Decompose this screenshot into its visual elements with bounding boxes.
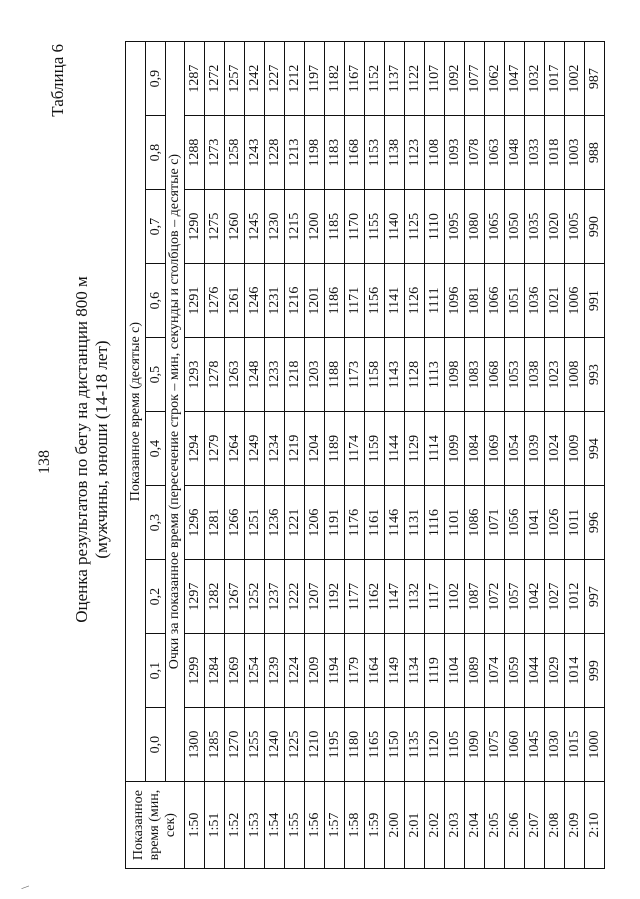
points-cell: 1041 xyxy=(525,486,545,560)
points-cell: 1206 xyxy=(305,486,325,560)
points-cell: 1189 xyxy=(325,412,345,486)
table-row xyxy=(385,42,405,869)
points-cell: 1059 xyxy=(505,634,525,708)
header-tenth-cell: 0,3 xyxy=(146,486,166,560)
points-cell: 1123 xyxy=(405,116,425,190)
points-cell: 1074 xyxy=(485,634,505,708)
points-cell: 1000 xyxy=(585,708,605,782)
points-cell: 1276 xyxy=(205,264,225,338)
points-cell: 1092 xyxy=(445,42,465,116)
points-cell: 1135 xyxy=(405,708,425,782)
points-cell: 1017 xyxy=(545,42,565,116)
row-time: 2:06 xyxy=(505,782,525,869)
points-cell: 1288 xyxy=(185,116,205,190)
points-cell: 1218 xyxy=(285,338,305,412)
points-cell: 1272 xyxy=(205,42,225,116)
points-cell: 1255 xyxy=(245,708,265,782)
points-cell: 1054 xyxy=(505,412,525,486)
points-cell: 1162 xyxy=(365,560,385,634)
points-cell: 1072 xyxy=(485,560,505,634)
points-cell: 1110 xyxy=(425,190,445,264)
points-cell: 1257 xyxy=(225,42,245,116)
points-cell: 1098 xyxy=(445,338,465,412)
points-cell: 1137 xyxy=(385,42,405,116)
table-row xyxy=(585,42,605,869)
points-cell: 1093 xyxy=(445,116,465,190)
points-cell: 1239 xyxy=(265,634,285,708)
points-cell: 1120 xyxy=(425,708,445,782)
table-row xyxy=(365,42,385,869)
row-time: 2:04 xyxy=(465,782,485,869)
points-cell: 1254 xyxy=(245,634,265,708)
points-cell: 1129 xyxy=(405,412,425,486)
row-time: 1:52 xyxy=(225,782,245,869)
points-cell: 1203 xyxy=(305,338,325,412)
points-cell: 1144 xyxy=(385,412,405,486)
points-cell: 1176 xyxy=(345,486,365,560)
points-cell: 1297 xyxy=(185,560,205,634)
points-cell: 1068 xyxy=(485,338,505,412)
row-time: 1:59 xyxy=(365,782,385,869)
points-cell: 1287 xyxy=(185,42,205,116)
points-cell: 1048 xyxy=(505,116,525,190)
points-cell: 1153 xyxy=(365,116,385,190)
points-cell: 1051 xyxy=(505,264,525,338)
points-cell: 1251 xyxy=(245,486,265,560)
points-cell: 1221 xyxy=(285,486,305,560)
margin-mark: \ xyxy=(18,885,32,889)
points-cell: 996 xyxy=(585,486,605,560)
points-cell: 1243 xyxy=(245,116,265,190)
points-cell: 1261 xyxy=(225,264,245,338)
header-tenth-cell: 0,7 xyxy=(146,190,166,264)
points-cell: 1039 xyxy=(525,412,545,486)
table-body xyxy=(185,42,605,869)
points-cell: 1102 xyxy=(445,560,465,634)
points-cell: 1140 xyxy=(385,190,405,264)
points-cell: 1299 xyxy=(185,634,205,708)
table-row xyxy=(525,42,545,869)
points-cell: 1191 xyxy=(325,486,345,560)
points-cell: 1104 xyxy=(445,634,465,708)
points-cell: 1089 xyxy=(465,634,485,708)
row-time: 1:58 xyxy=(345,782,365,869)
points-cell: 1264 xyxy=(225,412,245,486)
points-cell: 1155 xyxy=(365,190,385,264)
points-cell: 1204 xyxy=(305,412,325,486)
points-cell: 1146 xyxy=(385,486,405,560)
points-cell: 1147 xyxy=(385,560,405,634)
points-cell: 1029 xyxy=(545,634,565,708)
points-cell: 1267 xyxy=(225,560,245,634)
points-cell: 1186 xyxy=(325,264,345,338)
points-cell: 1006 xyxy=(565,264,585,338)
points-cell: 1263 xyxy=(225,338,245,412)
points-cell: 1026 xyxy=(545,486,565,560)
points-cell: 1246 xyxy=(245,264,265,338)
points-cell: 1125 xyxy=(405,190,425,264)
points-cell: 1233 xyxy=(265,338,285,412)
row-time: 2:08 xyxy=(545,782,565,869)
table-row xyxy=(425,42,445,869)
points-cell: 1069 xyxy=(485,412,505,486)
points-cell: 1171 xyxy=(345,264,365,338)
points-cell: 1077 xyxy=(465,42,485,116)
points-cell: 1213 xyxy=(285,116,305,190)
row-time: 1:51 xyxy=(205,782,225,869)
points-cell: 1047 xyxy=(505,42,525,116)
points-cell: 1210 xyxy=(305,708,325,782)
points-cell: 1224 xyxy=(285,634,305,708)
table-row xyxy=(485,42,505,869)
points-cell: 1225 xyxy=(285,708,305,782)
points-cell: 1216 xyxy=(285,264,305,338)
points-cell: 1117 xyxy=(425,560,445,634)
points-cell: 1107 xyxy=(425,42,445,116)
row-time: 2:10 xyxy=(585,782,605,869)
row-time: 1:57 xyxy=(325,782,345,869)
points-cell: 1132 xyxy=(405,560,425,634)
points-cell: 1063 xyxy=(485,116,505,190)
points-cell: 1087 xyxy=(465,560,485,634)
header-tenth-cell: 0,4 xyxy=(146,412,166,486)
points-cell: 1113 xyxy=(425,338,445,412)
points-cell: 1237 xyxy=(265,560,285,634)
points-cell: 1294 xyxy=(185,412,205,486)
row-time: 1:50 xyxy=(185,782,205,869)
points-cell: 1083 xyxy=(465,338,485,412)
points-cell: 1279 xyxy=(205,412,225,486)
points-cell: 1032 xyxy=(525,42,545,116)
points-cell: 1167 xyxy=(345,42,365,116)
points-cell: 1170 xyxy=(345,190,365,264)
points-cell: 1173 xyxy=(345,338,365,412)
row-time: 1:54 xyxy=(265,782,285,869)
points-cell: 1003 xyxy=(565,116,585,190)
points-cell: 1291 xyxy=(185,264,205,338)
table-row xyxy=(325,42,345,869)
points-cell: 1030 xyxy=(545,708,565,782)
points-cell: 1033 xyxy=(525,116,545,190)
row-time: 2:05 xyxy=(485,782,505,869)
header-note: Очки за показанное время (пересечение строк – мин, секунды и столбцов – десятые с) xyxy=(166,42,185,782)
points-cell: 1084 xyxy=(465,412,485,486)
points-cell: 1200 xyxy=(305,190,325,264)
points-cell: 1284 xyxy=(205,634,225,708)
points-cell: 1290 xyxy=(185,190,205,264)
points-cell: 1293 xyxy=(185,338,205,412)
points-cell: 1207 xyxy=(305,560,325,634)
points-cell: 1015 xyxy=(565,708,585,782)
points-cell: 1282 xyxy=(205,560,225,634)
points-cell: 1126 xyxy=(405,264,425,338)
points-cell: 1096 xyxy=(445,264,465,338)
points-cell: 1182 xyxy=(325,42,345,116)
page-number: 138 xyxy=(36,450,53,474)
points-cell: 1057 xyxy=(505,560,525,634)
points-cell: 1236 xyxy=(265,486,285,560)
points-cell: 1090 xyxy=(465,708,485,782)
points-cell: 1183 xyxy=(325,116,345,190)
points-cell: 1050 xyxy=(505,190,525,264)
table-row xyxy=(265,42,285,869)
table-row xyxy=(345,42,365,869)
points-cell: 1152 xyxy=(365,42,385,116)
table-row xyxy=(205,42,225,869)
row-time: 1:55 xyxy=(285,782,305,869)
points-cell: 1095 xyxy=(445,190,465,264)
points-cell: 1234 xyxy=(265,412,285,486)
points-cell: 1128 xyxy=(405,338,425,412)
points-cell: 1024 xyxy=(545,412,565,486)
points-cell: 1149 xyxy=(385,634,405,708)
points-cell: 1053 xyxy=(505,338,525,412)
points-cell: 1150 xyxy=(385,708,405,782)
header-tenth-cell: 0,0 xyxy=(146,708,166,782)
points-cell: 1141 xyxy=(385,264,405,338)
points-cell: 1011 xyxy=(565,486,585,560)
header-tenth-cell: 0,1 xyxy=(146,634,166,708)
points-cell: 991 xyxy=(585,264,605,338)
points-cell: 1230 xyxy=(265,190,285,264)
points-cell: 1071 xyxy=(485,486,505,560)
points-cell: 1080 xyxy=(465,190,485,264)
points-cell: 1038 xyxy=(525,338,545,412)
points-cell: 1101 xyxy=(445,486,465,560)
points-cell: 1143 xyxy=(385,338,405,412)
header-tenth-cell: 0,6 xyxy=(146,264,166,338)
points-cell: 1194 xyxy=(325,634,345,708)
table-subtitle: (мужчины, юноши (14-18 лет) xyxy=(92,340,111,559)
points-cell: 1260 xyxy=(225,190,245,264)
points-cell: 1165 xyxy=(365,708,385,782)
points-cell: 1201 xyxy=(305,264,325,338)
points-cell: 1036 xyxy=(525,264,545,338)
table-row xyxy=(285,42,305,869)
points-cell: 1002 xyxy=(565,42,585,116)
points-cell: 1164 xyxy=(365,634,385,708)
points-cell: 1258 xyxy=(225,116,245,190)
table-row xyxy=(505,42,525,869)
points-cell: 1042 xyxy=(525,560,545,634)
points-cell: 1248 xyxy=(245,338,265,412)
points-cell: 1075 xyxy=(485,708,505,782)
points-cell: 1278 xyxy=(205,338,225,412)
points-cell: 1066 xyxy=(485,264,505,338)
points-cell: 1156 xyxy=(365,264,385,338)
points-cell: 1081 xyxy=(465,264,485,338)
points-cell: 1197 xyxy=(305,42,325,116)
points-cell: 1249 xyxy=(245,412,265,486)
header-tenths-row xyxy=(146,42,166,869)
header-time: Показанное время (мин, сек) xyxy=(126,782,185,869)
points-cell: 1195 xyxy=(325,708,345,782)
table-row xyxy=(545,42,565,869)
table-row xyxy=(185,42,205,869)
points-cell: 1242 xyxy=(245,42,265,116)
points-cell: 1158 xyxy=(365,338,385,412)
points-cell: 1222 xyxy=(285,560,305,634)
header-tenth-cell: 0,8 xyxy=(146,116,166,190)
points-cell: 1005 xyxy=(565,190,585,264)
points-cell: 1179 xyxy=(345,634,365,708)
table-title: Оценка результатов по бегу на дистанции 800 м xyxy=(72,276,91,623)
points-cell: 1270 xyxy=(225,708,245,782)
table-row xyxy=(445,42,465,869)
points-cell: 1119 xyxy=(425,634,445,708)
points-cell: 1266 xyxy=(225,486,245,560)
points-cell: 1012 xyxy=(565,560,585,634)
points-cell: 1275 xyxy=(205,190,225,264)
points-cell: 1227 xyxy=(265,42,285,116)
points-cell: 999 xyxy=(585,634,605,708)
points-cell: 1086 xyxy=(465,486,485,560)
row-time: 2:02 xyxy=(425,782,445,869)
points-cell: 1159 xyxy=(365,412,385,486)
points-cell: 1021 xyxy=(545,264,565,338)
points-cell: 1269 xyxy=(225,634,245,708)
points-cell: 1105 xyxy=(445,708,465,782)
table-row xyxy=(225,42,245,869)
header-tenth-cell: 0,9 xyxy=(146,42,166,116)
points-cell: 1134 xyxy=(405,634,425,708)
points-cell: 1138 xyxy=(385,116,405,190)
points-cell: 1114 xyxy=(425,412,445,486)
row-time: 2:03 xyxy=(445,782,465,869)
points-cell: 1219 xyxy=(285,412,305,486)
points-cell: 1285 xyxy=(205,708,225,782)
points-cell: 997 xyxy=(585,560,605,634)
points-cell: 1078 xyxy=(465,116,485,190)
points-cell: 1116 xyxy=(425,486,445,560)
row-time: 1:56 xyxy=(305,782,325,869)
points-cell: 1027 xyxy=(545,560,565,634)
table-row xyxy=(565,42,585,869)
points-cell: 1014 xyxy=(565,634,585,708)
row-time: 2:00 xyxy=(385,782,405,869)
points-cell: 1228 xyxy=(265,116,285,190)
points-cell: 1009 xyxy=(565,412,585,486)
points-cell: 1056 xyxy=(505,486,525,560)
points-cell: 1245 xyxy=(245,190,265,264)
row-time: 2:09 xyxy=(565,782,585,869)
row-time: 2:07 xyxy=(525,782,545,869)
points-cell: 988 xyxy=(585,116,605,190)
points-cell: 987 xyxy=(585,42,605,116)
points-cell: 1111 xyxy=(425,264,445,338)
table-row xyxy=(305,42,325,869)
points-cell: 1062 xyxy=(485,42,505,116)
points-cell: 1215 xyxy=(285,190,305,264)
points-cell: 1168 xyxy=(345,116,365,190)
points-cell: 1060 xyxy=(505,708,525,782)
points-cell: 1296 xyxy=(185,486,205,560)
points-cell: 1273 xyxy=(205,116,225,190)
points-cell: 1099 xyxy=(445,412,465,486)
points-cell: 1108 xyxy=(425,116,445,190)
points-cell: 1231 xyxy=(265,264,285,338)
points-cell: 1209 xyxy=(305,634,325,708)
table-row xyxy=(465,42,485,869)
header-tenths: Показанное время (десятые с) xyxy=(126,42,146,782)
points-cell: 1174 xyxy=(345,412,365,486)
points-cell: 1188 xyxy=(325,338,345,412)
points-cell: 1252 xyxy=(245,560,265,634)
points-cell: 993 xyxy=(585,338,605,412)
points-cell: 1023 xyxy=(545,338,565,412)
points-cell: 1131 xyxy=(405,486,425,560)
row-time: 1:53 xyxy=(245,782,265,869)
points-cell: 994 xyxy=(585,412,605,486)
points-cell: 1035 xyxy=(525,190,545,264)
table-label: Таблица 6 xyxy=(48,44,67,117)
points-cell: 1192 xyxy=(325,560,345,634)
points-cell: 1180 xyxy=(345,708,365,782)
points-cell: 1122 xyxy=(405,42,425,116)
points-cell: 1300 xyxy=(185,708,205,782)
points-cell: 1161 xyxy=(365,486,385,560)
points-cell: 1044 xyxy=(525,634,545,708)
points-cell: 1281 xyxy=(205,486,225,560)
points-cell: 1020 xyxy=(545,190,565,264)
points-cell: 1065 xyxy=(485,190,505,264)
table-row xyxy=(245,42,265,869)
points-cell: 990 xyxy=(585,190,605,264)
points-cell: 1018 xyxy=(545,116,565,190)
points-cell: 1185 xyxy=(325,190,345,264)
points-cell: 1177 xyxy=(345,560,365,634)
header-tenth-cell: 0,2 xyxy=(146,560,166,634)
points-cell: 1198 xyxy=(305,116,325,190)
table-row xyxy=(405,42,425,869)
header-tenth-cell: 0,5 xyxy=(146,338,166,412)
points-cell: 1212 xyxy=(285,42,305,116)
points-cell: 1045 xyxy=(525,708,545,782)
scoring-table xyxy=(125,41,605,869)
points-cell: 1240 xyxy=(265,708,285,782)
row-time: 2:01 xyxy=(405,782,425,869)
points-cell: 1008 xyxy=(565,338,585,412)
